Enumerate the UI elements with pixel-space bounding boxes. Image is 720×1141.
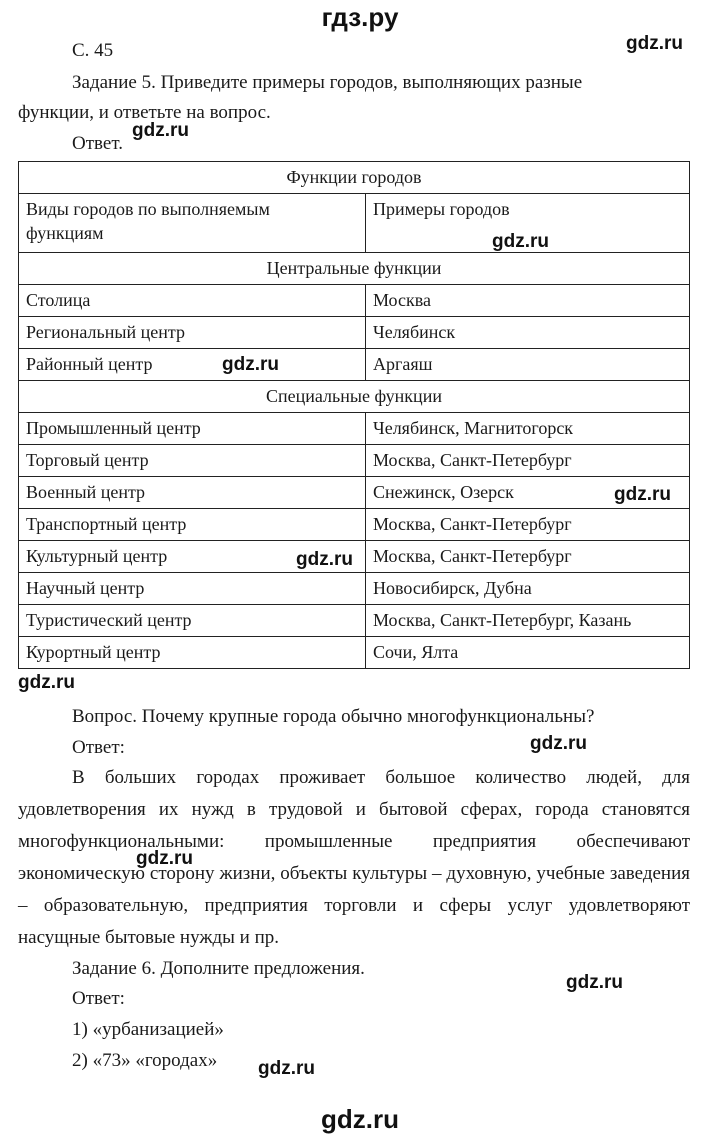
watermark: gdz.ru (18, 672, 75, 693)
header-cell-type (19, 194, 366, 253)
examples-cell: Москва, Санкт-Петербург (366, 445, 690, 477)
table-row (19, 349, 690, 381)
table-row (19, 509, 690, 541)
examples-cell: Челябинск, Магнитогорск (366, 413, 690, 445)
watermark: gdz.ru (626, 33, 683, 54)
type-cell: Районный центр (19, 349, 366, 381)
table-row (19, 541, 690, 573)
table-row (19, 285, 690, 317)
question-text: Вопрос. Почему крупные города обычно многофункциональны? (72, 706, 595, 727)
table-row (19, 477, 690, 509)
task6-title: Задание 6. Дополните предложения. (72, 958, 365, 979)
type-cell: Региональный центр (19, 317, 366, 349)
task5-title-line2: функции, и ответьте на вопрос. (18, 102, 271, 123)
watermark: gdz.ru (222, 354, 279, 375)
city-functions-table (18, 161, 690, 669)
examples-cell: Москва, Санкт-Петербург, Казань (366, 605, 690, 637)
task5-title-line1: Задание 5. Приведите примеры городов, выполняющих разные (72, 72, 583, 93)
table-row (19, 317, 690, 349)
table-row (19, 162, 690, 194)
watermark: gdz.ru (258, 1058, 315, 1079)
table-row (19, 445, 690, 477)
watermark: gdz.ru (132, 120, 189, 141)
examples-cell: Москва (366, 285, 690, 317)
table-row (19, 573, 690, 605)
watermark: gdz.ru (566, 972, 623, 993)
task6-item-2: 2) «73» «городах» (72, 1050, 218, 1071)
examples-cell: Снежинск, Озерск (366, 477, 690, 509)
task5-answer-label: Ответ. (72, 133, 123, 154)
answer-text: В больших городах проживает большое количество людей, для удовлетворения их нужд в трудовой и бытовой сферах, города становятся многофункциональными: промышленные предприятия обеспечивают экономическую сторону жизни, объекты культуры – духовную, учебные заведения – образовательную, предприятия торговли и сферы услуг удовлетворяют насущные бытовые нужды и пр. (18, 767, 690, 948)
type-cell: Транспортный центр (19, 509, 366, 541)
table-header-row (19, 194, 690, 253)
examples-cell: Москва, Санкт-Петербург (366, 541, 690, 573)
examples-cell: Сочи, Ялта (366, 637, 690, 669)
header-type-line2: функциям (26, 223, 104, 243)
table-row (19, 637, 690, 669)
watermark: gdz.ru (530, 733, 587, 754)
table-row (19, 605, 690, 637)
task6-answer-label: Ответ: (72, 988, 125, 1009)
header-cell-examples: Примеры городов (366, 194, 690, 253)
table-row (19, 381, 690, 413)
header-type-line1: Виды городов по выполняемым (26, 199, 270, 219)
table-row (19, 413, 690, 445)
watermark: gdz.ru (614, 484, 671, 505)
page-reference: С. 45 (72, 40, 114, 61)
table-caption: Функции городов (19, 162, 690, 194)
type-cell: Курортный центр (19, 637, 366, 669)
site-title-top: гдз.ру (321, 2, 399, 32)
question-answer-label: Ответ: (72, 737, 125, 758)
type-cell: Культурный центр (19, 541, 366, 573)
site-title-bottom: gdz.ru (321, 1104, 399, 1134)
task6-item-1: 1) «урбанизацией» (72, 1019, 224, 1040)
watermark: gdz.ru (492, 231, 549, 252)
type-cell: Столица (19, 285, 366, 317)
type-cell: Туристический центр (19, 605, 366, 637)
watermark: gdz.ru (296, 549, 353, 570)
type-cell: Военный центр (19, 477, 366, 509)
type-cell: Научный центр (19, 573, 366, 605)
section-central: Центральные функции (19, 253, 690, 285)
answer-paragraph (18, 762, 690, 954)
type-cell: Промышленный центр (19, 413, 366, 445)
watermark: gdz.ru (136, 848, 193, 869)
examples-cell: Москва, Санкт-Петербург (366, 509, 690, 541)
type-cell: Торговый центр (19, 445, 366, 477)
examples-cell: Аргаяш (366, 349, 690, 381)
table-row (19, 253, 690, 285)
examples-cell: Челябинск (366, 317, 690, 349)
section-special: Специальные функции (19, 381, 690, 413)
examples-cell: Новосибирск, Дубна (366, 573, 690, 605)
